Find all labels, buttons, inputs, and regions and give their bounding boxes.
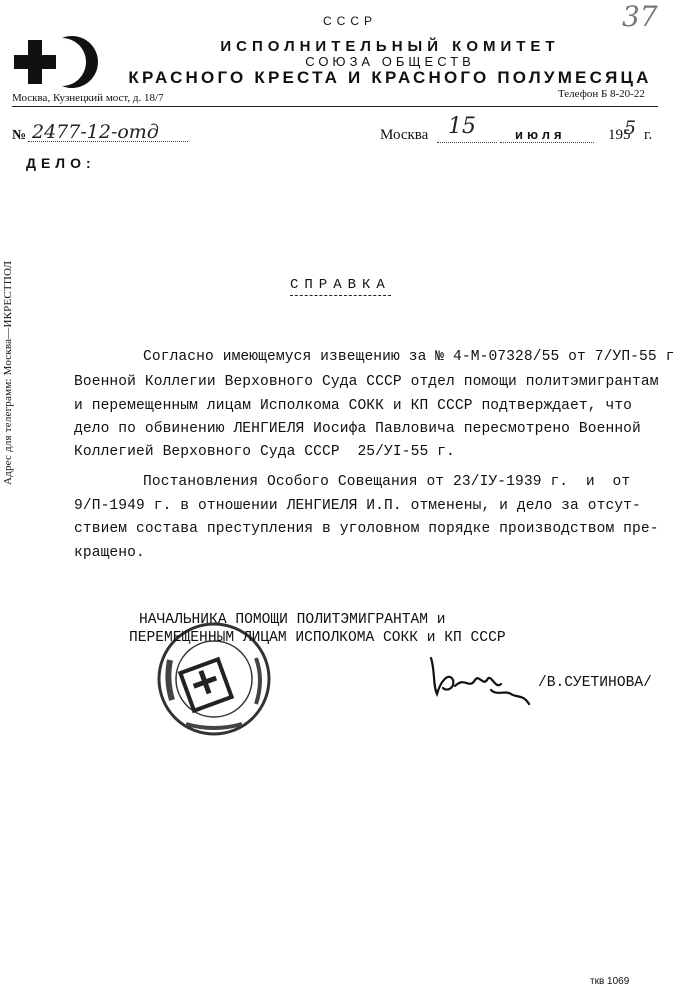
month-underline: [500, 142, 594, 143]
header-ussr: СССР: [322, 14, 377, 28]
letterhead-phone: Телефон Б 8-20-22: [558, 88, 645, 100]
telegram-address: Адрес для телеграмм: Москва—ИКРЕСТПОЛ: [2, 260, 14, 485]
paragraph-line: Военной Коллегии Верховного Суда СССР отдел помощи политэмигрантам: [74, 374, 659, 390]
corner-page-mark: 37: [622, 0, 658, 33]
case-label: ДЕЛО:: [26, 155, 96, 171]
day-underline: [437, 142, 497, 143]
signatory-org-line1: НАЧАЛЬНИКА ПОМОЩИ ПОЛИТЭМИГРАНТАМ и: [139, 612, 446, 628]
paragraph-line: Коллегией Верховного Суда СССР 25/УI-55 г.: [74, 444, 455, 460]
date-city: Москва: [380, 127, 429, 143]
date-month: июля: [515, 127, 566, 142]
header-societies: КРАСНОГО КРЕСТА И КРАСНОГО ПОЛУМЕСЯЦА: [128, 68, 652, 87]
document-title: СПРАВКА: [290, 277, 391, 296]
paragraph-line: Постановления Особого Совещания от 23/IУ-1939 г. и от: [143, 474, 631, 490]
date-day: 15: [448, 114, 476, 139]
paragraph-line: кращено.: [74, 545, 145, 561]
number-label: №: [12, 128, 27, 143]
header-rule: [12, 106, 658, 107]
date-year-suffix: г.: [644, 127, 653, 143]
date-year-digit: 5: [624, 117, 637, 139]
header-union: СОЮЗА ОБЩЕСТВ: [305, 54, 475, 69]
letterhead-address: Москва, Кузнецкий мост, д. 18/7: [12, 92, 164, 104]
paragraph-line: 9/П-1949 г. в отношении ЛЕНГИЕЛЯ И.П. отменены, и дело за отсут-: [74, 498, 641, 514]
number-underline: [28, 141, 188, 142]
footer-print-code: ткв 1069: [590, 976, 630, 987]
date-year-prefix: 195: [608, 127, 631, 143]
paragraph-line: дело по обвинению ЛЕНГИЕЛЯ Иосифа Павловича пересмотрено Военной: [74, 421, 641, 437]
paragraph-line: и перемещенным лицам Исполкома СОКК и КП СССР подтверждает, что: [74, 398, 633, 414]
signatory-name: /В.СУЕТИНОВА/: [538, 675, 652, 691]
paragraph-line: ствием состава преступления в уголовном порядке производством пре-: [74, 521, 659, 537]
paragraph-line: Согласно имеющемуся извещению за № 4-М-07328/55 от 7/УП-55 г: [143, 349, 675, 365]
header-committee: ИСПОЛНИТЕЛЬНЫЙ КОМИТЕТ: [220, 38, 560, 55]
signatory-org-line2: ПЕРЕМЕЩЕННЫМ ЛИЦАМ ИСПОЛКОМА СОКК и КП СССР: [129, 630, 506, 646]
document-number: 2477-12-отд: [32, 121, 159, 143]
handwritten-signature: [425, 650, 535, 710]
